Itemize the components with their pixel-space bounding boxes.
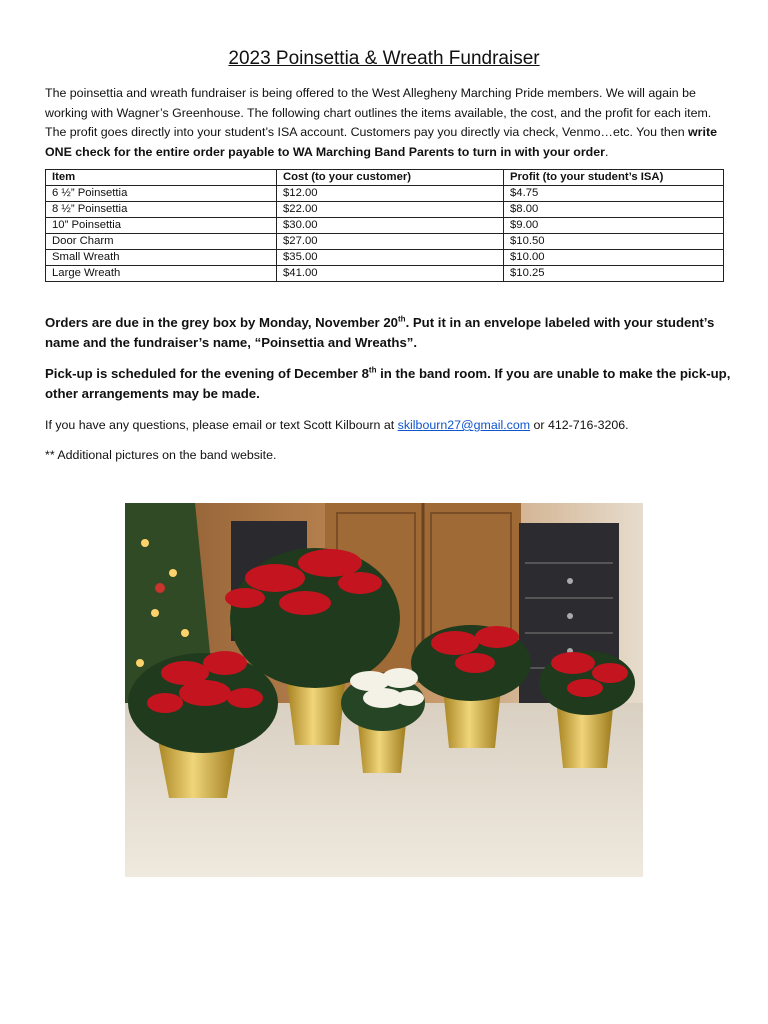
- pickup-sup: th: [368, 365, 377, 375]
- cell-item: Small Wreath: [46, 250, 277, 266]
- contact-paragraph: [45, 416, 735, 434]
- contact-phone-text: or 412-716-3206.: [530, 418, 629, 432]
- cell-profit: $10.00: [504, 250, 724, 266]
- cell-item: 8 ½” Poinsettia: [46, 202, 277, 218]
- table-row: [46, 186, 724, 202]
- cell-cost: $27.00: [277, 234, 504, 250]
- cell-item: 10” Poinsettia: [46, 218, 277, 234]
- pickup-text-rest: in the band room. If you are unable to make the pick-up, other arrangements may be made.: [45, 366, 731, 401]
- table-row: [46, 266, 724, 282]
- intro-paragraph: [45, 84, 725, 162]
- header-profit: Profit (to your student’s ISA): [504, 170, 724, 186]
- items-table: [45, 169, 724, 282]
- cell-cost: $12.00: [277, 186, 504, 202]
- cell-profit: $4.75: [504, 186, 724, 202]
- cell-item: Large Wreath: [46, 266, 277, 282]
- header-item: Item: [46, 170, 277, 186]
- orders-text-rest: . Put it in an envelope labeled with your student’s name and the fundraiser’s name, “Poinsettia and Wreaths”.: [45, 315, 715, 350]
- orders-text: Orders are due in the grey box by Monday, November 20: [45, 315, 398, 330]
- cell-profit: $10.25: [504, 266, 724, 282]
- intro-end: .: [604, 144, 609, 159]
- header-cost: Cost (to your customer): [277, 170, 504, 186]
- email-link[interactable]: skilbourn27@gmail.com: [397, 418, 531, 432]
- pickup-paragraph: [45, 364, 735, 404]
- page-title: 2023 Poinsettia & Wreath Fundraiser: [228, 48, 540, 69]
- intro-bold-instruction: write ONE check for the entire order payable to WA Marching Band Parents to turn in with your order: [45, 125, 717, 159]
- orders-sup: th: [398, 314, 406, 324]
- poinsettia-photo-illustration: [125, 503, 643, 877]
- table-row: [46, 202, 724, 218]
- pickup-text: Pick-up is scheduled for the evening of December 8: [45, 366, 369, 381]
- table-row: [46, 218, 724, 234]
- intro-text: The poinsettia and wreath fundraiser is being offered to the West Allegheny Marching Pride members. We will again be working with Wagner’s Greenhouse. The following chart outlines the items available, the cost, and the profit for each item. The profit goes directly into your student’s ISA account. Customers pay you directly via check, Venmo…etc. You then: [45, 86, 712, 139]
- cell-cost: $41.00: [277, 266, 504, 282]
- poinsettia-photo: [125, 503, 643, 877]
- cell-item: 6 ½” Poinsettia: [46, 186, 277, 202]
- table-row: [46, 234, 724, 250]
- additional-pictures-note: ** Additional pictures on the band website.: [45, 448, 277, 462]
- cell-cost: $30.00: [277, 218, 504, 234]
- table-header-row: [46, 170, 724, 186]
- cell-item: Door Charm: [46, 234, 277, 250]
- cell-profit: $8.00: [504, 202, 724, 218]
- cell-profit: $10.50: [504, 234, 724, 250]
- table-row: [46, 250, 724, 266]
- cell-cost: $35.00: [277, 250, 504, 266]
- cell-cost: $22.00: [277, 202, 504, 218]
- cell-profit: $9.00: [504, 218, 724, 234]
- orders-due-paragraph: [45, 313, 735, 353]
- contact-text: If you have any questions, please email or text Scott Kilbourn at: [45, 418, 398, 432]
